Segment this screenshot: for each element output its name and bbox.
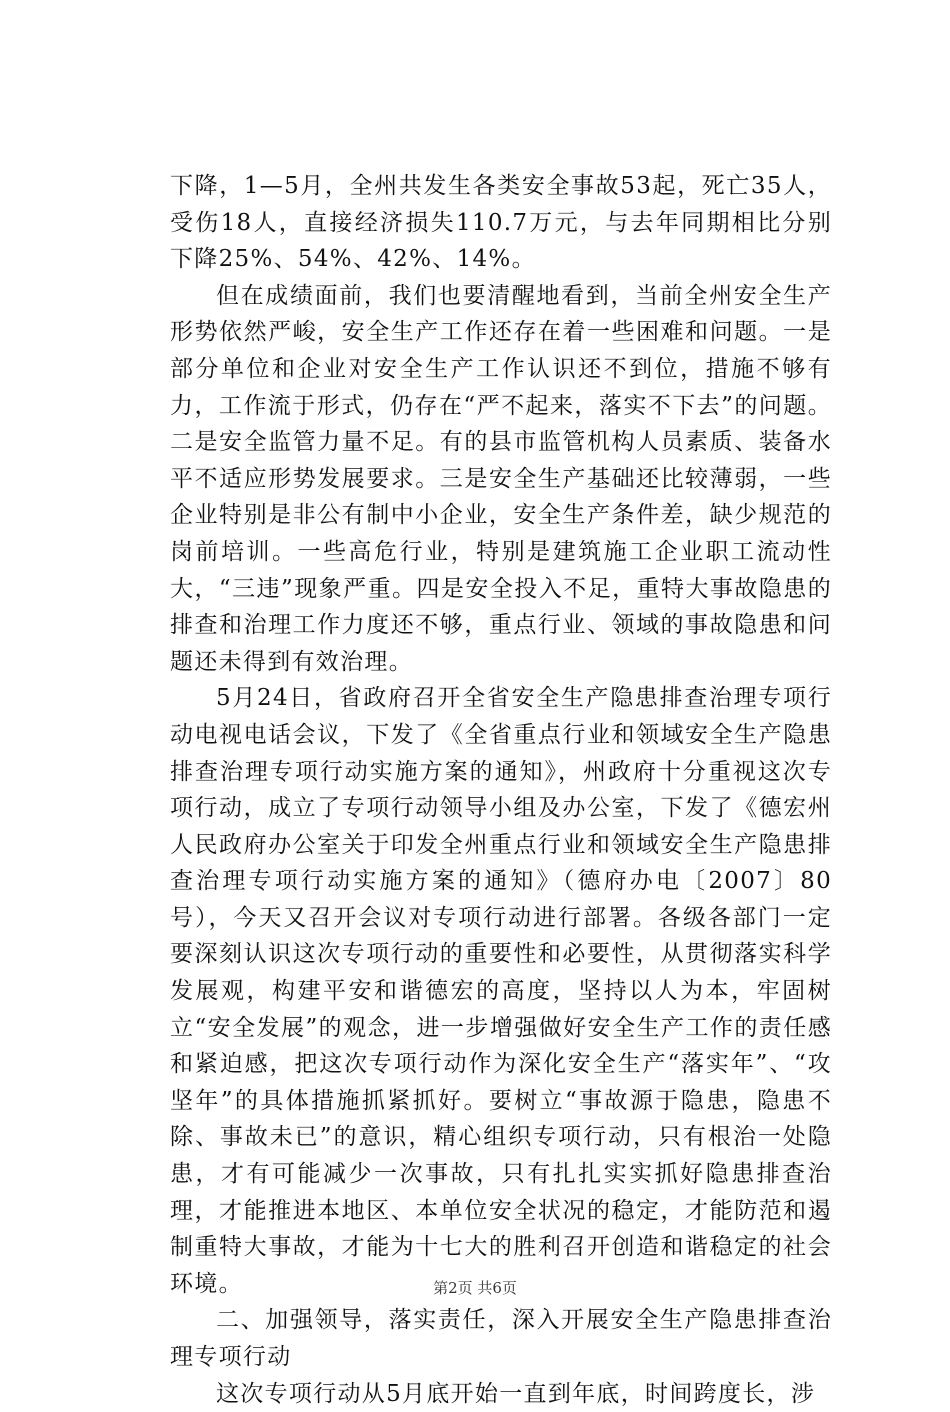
paragraph-duration: 这次专项行动从5月底开始一直到年底，时间跨度长，涉 xyxy=(216,1380,816,1407)
document-body xyxy=(170,168,832,1412)
paragraph-problems: 但在成绩面前，我们也要清醒地看到，当前全州安全生产形势依然严峻，安全生产工作还存在着一些困难和问题。一是部分单位和企业对安全生产工作认识还不到位，措施不够有力，工作流于形式，仍存在“严不起来，落实不下去”的问题。二是安全监管力量不足。有的县市监管机构人员素质、装备水平不适应形势发展要求。三是安全生产基础还比较薄弱，一些企业特别是非公有制中小企业，安全生产条件差，缺少规范的岗前培训。一些高危行业，特别是建筑施工企业职工流动性大，“三违”现象严重。四是安全投入不足，重特大事故隐患的排查和治理工作力度还不够，重点行业、领域的事故隐患和问题还未得到有效治理。 xyxy=(170,282,832,675)
section-heading-2: 二、加强领导，落实责任，深入开展安全生产隐患排查治理专项行动 xyxy=(170,1307,832,1370)
page-footer: 第2页 共6页 xyxy=(433,1279,517,1297)
paragraph-special-action: 5月24日，省政府召开全省安全生产隐患排查治理专项行动电视电话会议，下发了《全省重点行业和领域安全生产隐患排查治理专项行动实施方案的通知》，州政府十分重视这次专项行动，成立了专项行动领导小组及办公室，下发了《德宏州人民政府办公室关于印发全州重点行业和领域安全生产隐患排查治理专项行动实施方案的通知》（德府办电〔2007〕80号），今天又召开会议对专项行动进行部署。各级各部门一定要深刻认识这次专项行动的重要性和必要性，从贯彻落实科学发展观，构建平安和谐德宏的高度，坚持以人为本，牢固树立“安全发展”的观念，进一步增强做好安全生产工作的责任感和紧迫感，把这次专项行动作为深化安全生产“落实年”、“攻坚年”的具体措施抓紧抓好。要树立“事故源于隐患，隐患不除、事故未已”的意识，精心组织专项行动，只有根治一处隐患，才有可能减少一次事故，只有扎扎实实抓好隐患排查治理，才能推进本地区、本单位安全状况的稳定，才能防范和遏制重特大事故，才能为十七大的胜利召开创造和谐稳定的社会环境。 xyxy=(170,685,832,1297)
paragraph-continuation: 下降，1—5月，全州共发生各类安全事故53起，死亡35人，受伤18人，直接经济损失110.7万元，与去年同期相比分别下降25%、54%、42%、14%。 xyxy=(170,173,832,273)
